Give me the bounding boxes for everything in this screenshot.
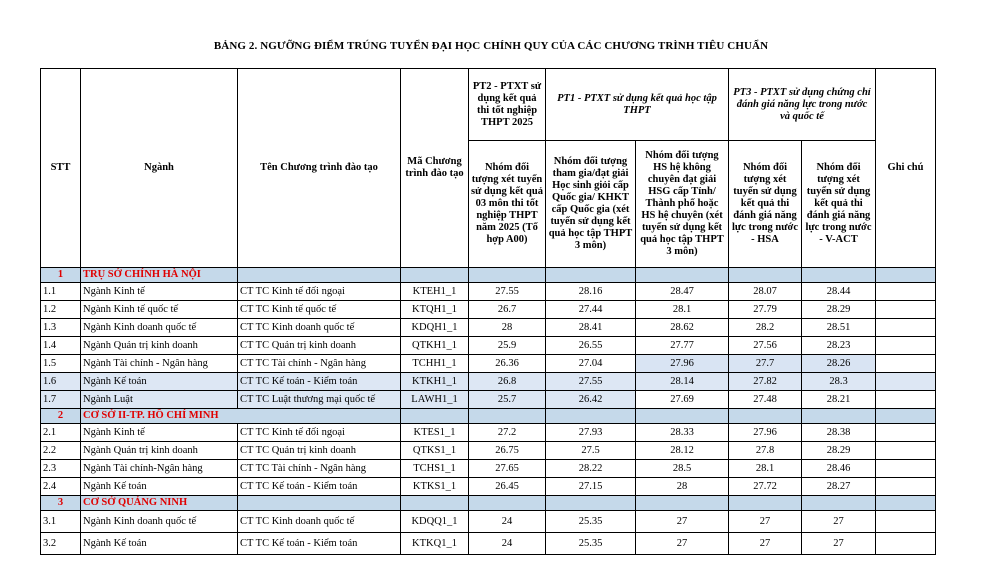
- cell-program-name: CT TC Tài chính - Ngân hàng: [238, 460, 401, 478]
- cell-vact: 28.38: [802, 424, 876, 442]
- cell-pt1-provincial: 28.14: [636, 373, 729, 391]
- cell-stt: 1.3: [41, 319, 81, 337]
- cell-vact: 28.29: [802, 301, 876, 319]
- cell-stt: 1.6: [41, 373, 81, 391]
- cell-notes: [876, 478, 936, 496]
- cell-nganh: Ngành Kinh doanh quốc tế: [81, 511, 238, 533]
- cell-stt: 2.1: [41, 424, 81, 442]
- cell-pt1-provincial: 28: [636, 478, 729, 496]
- cell-pt1-provincial: 28.12: [636, 442, 729, 460]
- cell-pt1-national: 27.04: [546, 355, 636, 373]
- cell-pt1-provincial: 27.96: [636, 355, 729, 373]
- cell-stt: 2.4: [41, 478, 81, 496]
- subheader-pt1-provincial: Nhóm đối tượng HS hệ không chuyên đạt giải HSG cấp Tỉnh/ Thành phố hoặc HS hệ chuyên (xét tuyển sử dụng kết quả học tập THPT 3 môn): [636, 141, 729, 268]
- header-pt1: PT1 - PTXT sử dụng kết quả học tập THPT: [546, 69, 729, 141]
- section-row: [41, 496, 936, 511]
- cell-pt2: 26.36: [469, 355, 546, 373]
- cell-nganh: Ngành Quản trị kinh doanh: [81, 442, 238, 460]
- table-row: [41, 424, 936, 442]
- cell-pt1-provincial: 28.62: [636, 319, 729, 337]
- cell-pt1-national: 27.93: [546, 424, 636, 442]
- cell-pt1-provincial: 27: [636, 511, 729, 533]
- cell-hsa: 27.7: [729, 355, 802, 373]
- cell-pt1-national: 28.16: [546, 283, 636, 301]
- section-number: 2: [41, 409, 81, 424]
- cell-nganh: Ngành Kinh tế quốc tế: [81, 301, 238, 319]
- cell-nganh: Ngành Kinh doanh quốc tế: [81, 319, 238, 337]
- cell-vact: 27: [802, 511, 876, 533]
- table-row: [41, 442, 936, 460]
- subheader-pt3-vact: Nhóm đối tượng xét tuyển sử dụng kết quả thi đánh giá năng lực trong nước - V-ACT: [802, 141, 876, 268]
- cell-pt2: 25.7: [469, 391, 546, 409]
- cell-program-code: LAWH1_1: [401, 391, 469, 409]
- table-row: [41, 301, 936, 319]
- cell-nganh: Ngành Quản trị kinh doanh: [81, 337, 238, 355]
- cell-program-name: CT TC Luật thương mại quốc tế: [238, 391, 401, 409]
- table-title: BẢNG 2. NGƯỠNG ĐIỂM TRÚNG TUYỂN ĐẠI HỌC CHÍNH QUY CỦA CÁC CHƯƠNG TRÌNH TIÊU CHUẨN: [213, 40, 769, 52]
- cell-pt1-provincial: 27: [636, 533, 729, 555]
- cell-hsa: 27.72: [729, 478, 802, 496]
- cell-nganh: Ngành Kế toán: [81, 533, 238, 555]
- cell-pt1-national: 27.5: [546, 442, 636, 460]
- header-pt2: PT2 - PTXT sử dụng kết quả thi tốt nghiệp THPT 2025: [469, 69, 546, 141]
- cell-program-code: KTES1_1: [401, 424, 469, 442]
- cell-pt1-provincial: 27.69: [636, 391, 729, 409]
- table-row: [41, 355, 936, 373]
- cell-pt1-provincial: 28.1: [636, 301, 729, 319]
- cell-stt: 1.1: [41, 283, 81, 301]
- cell-stt: 3.2: [41, 533, 81, 555]
- cell-pt1-provincial: 28.33: [636, 424, 729, 442]
- section-name: CƠ SỞ QUẢNG NINH: [81, 496, 238, 511]
- cell-stt: 1.5: [41, 355, 81, 373]
- table-row: [41, 319, 936, 337]
- section-name: TRỤ SỞ CHÍNH HÀ NỘI: [81, 268, 238, 283]
- cell-pt1-national: 26.42: [546, 391, 636, 409]
- cell-pt2: 25.9: [469, 337, 546, 355]
- cell-program-code: KDQQ1_1: [401, 511, 469, 533]
- cell-notes: [876, 424, 936, 442]
- cell-notes: [876, 355, 936, 373]
- cell-hsa: 27: [729, 533, 802, 555]
- header-program-name: Tên Chương trình đào tạo: [238, 69, 401, 268]
- cell-hsa: 27.8: [729, 442, 802, 460]
- header-program-code: Mã Chương trình đào tạo: [401, 69, 469, 268]
- section-number: 3: [41, 496, 81, 511]
- cell-nganh: Ngành Tài chính - Ngân hàng: [81, 355, 238, 373]
- cell-notes: [876, 460, 936, 478]
- cell-hsa: 27.48: [729, 391, 802, 409]
- cell-stt: 1.7: [41, 391, 81, 409]
- admission-score-table: [40, 68, 936, 555]
- cell-stt: 3.1: [41, 511, 81, 533]
- cell-nganh: Ngành Tài chính-Ngân hàng: [81, 460, 238, 478]
- cell-hsa: 27.56: [729, 337, 802, 355]
- section-number: 1: [41, 268, 81, 283]
- table-row: [41, 533, 936, 555]
- cell-nganh: Ngành Kế toán: [81, 478, 238, 496]
- cell-program-name: CT TC Tài chính - Ngân hàng: [238, 355, 401, 373]
- table-row: [41, 283, 936, 301]
- cell-hsa: 27: [729, 511, 802, 533]
- cell-vact: 28.21: [802, 391, 876, 409]
- cell-nganh: Ngành Kế toán: [81, 373, 238, 391]
- cell-program-code: KTKQ1_1: [401, 533, 469, 555]
- cell-program-code: KTQH1_1: [401, 301, 469, 319]
- cell-vact: 28.23: [802, 337, 876, 355]
- cell-pt2: 26.7: [469, 301, 546, 319]
- cell-vact: 28.26: [802, 355, 876, 373]
- header-pt3: PT3 - PTXT sử dụng chứng chỉ đánh giá năng lực trong nước và quốc tế: [729, 69, 876, 141]
- cell-program-name: CT TC Kinh tế đối ngoại: [238, 283, 401, 301]
- cell-hsa: 27.82: [729, 373, 802, 391]
- cell-vact: 28.29: [802, 442, 876, 460]
- cell-program-code: KDQH1_1: [401, 319, 469, 337]
- cell-program-name: CT TC Kế toán - Kiểm toán: [238, 478, 401, 496]
- cell-program-code: QTKH1_1: [401, 337, 469, 355]
- cell-pt1-national: 25.35: [546, 511, 636, 533]
- subheader-pt2: Nhóm đối tượng xét tuyển sử dụng kết quả 03 môn thi tốt nghiệp THPT năm 2025 (Tổ hợp A00): [469, 141, 546, 268]
- cell-pt1-national: 27.44: [546, 301, 636, 319]
- cell-notes: [876, 373, 936, 391]
- cell-program-code: KTKS1_1: [401, 478, 469, 496]
- cell-program-code: TCHH1_1: [401, 355, 469, 373]
- cell-notes: [876, 283, 936, 301]
- cell-program-name: CT TC Kinh doanh quốc tế: [238, 511, 401, 533]
- cell-stt: 1.4: [41, 337, 81, 355]
- cell-pt2: 26.8: [469, 373, 546, 391]
- cell-program-name: CT TC Kế toán - Kiểm toán: [238, 373, 401, 391]
- cell-stt: 1.2: [41, 301, 81, 319]
- cell-pt2: 27.2: [469, 424, 546, 442]
- cell-pt1-national: 27.15: [546, 478, 636, 496]
- cell-program-name: CT TC Quản trị kinh doanh: [238, 337, 401, 355]
- cell-stt: 2.2: [41, 442, 81, 460]
- cell-hsa: 27.96: [729, 424, 802, 442]
- cell-pt1-national: 25.35: [546, 533, 636, 555]
- cell-program-code: KTEH1_1: [401, 283, 469, 301]
- cell-pt1-provincial: 28.5: [636, 460, 729, 478]
- cell-hsa: 28.07: [729, 283, 802, 301]
- cell-vact: 28.3: [802, 373, 876, 391]
- cell-notes: [876, 533, 936, 555]
- cell-nganh: Ngành Luật: [81, 391, 238, 409]
- cell-hsa: 28.2: [729, 319, 802, 337]
- table-row: [41, 511, 936, 533]
- cell-nganh: Ngành Kinh tế: [81, 424, 238, 442]
- cell-pt2: 27.55: [469, 283, 546, 301]
- cell-notes: [876, 442, 936, 460]
- cell-pt2: 24: [469, 533, 546, 555]
- header-notes: Ghi chú: [876, 69, 936, 268]
- cell-program-name: CT TC Quản trị kinh doanh: [238, 442, 401, 460]
- cell-program-name: CT TC Kế toán - Kiểm toán: [238, 533, 401, 555]
- cell-hsa: 27.79: [729, 301, 802, 319]
- cell-pt2: 26.75: [469, 442, 546, 460]
- subheader-pt3-hsa: Nhóm đối tượng xét tuyển sử dụng kết quả thi đánh giá năng lực trong nước - HSA: [729, 141, 802, 268]
- cell-program-code: QTKS1_1: [401, 442, 469, 460]
- cell-nganh: Ngành Kinh tế: [81, 283, 238, 301]
- table-row: [41, 460, 936, 478]
- cell-vact: 28.51: [802, 319, 876, 337]
- table-row: [41, 337, 936, 355]
- cell-vact: 28.44: [802, 283, 876, 301]
- table-row: [41, 478, 936, 496]
- cell-stt: 2.3: [41, 460, 81, 478]
- cell-notes: [876, 337, 936, 355]
- cell-pt2: 24: [469, 511, 546, 533]
- cell-pt1-national: 26.55: [546, 337, 636, 355]
- table-row: [41, 391, 936, 409]
- table-row: [41, 373, 936, 391]
- header-nganh: Ngành: [81, 69, 238, 268]
- cell-notes: [876, 391, 936, 409]
- cell-program-name: CT TC Kinh doanh quốc tế: [238, 319, 401, 337]
- header-stt: STT: [41, 69, 81, 268]
- cell-program-name: CT TC Kinh tế đối ngoại: [238, 424, 401, 442]
- cell-pt2: 26.45: [469, 478, 546, 496]
- cell-pt1-national: 28.22: [546, 460, 636, 478]
- cell-pt1-provincial: 27.77: [636, 337, 729, 355]
- cell-vact: 27: [802, 533, 876, 555]
- section-row: [41, 268, 936, 283]
- cell-notes: [876, 301, 936, 319]
- cell-program-code: TCHS1_1: [401, 460, 469, 478]
- cell-pt2: 28: [469, 319, 546, 337]
- subheader-pt1-national: Nhóm đối tượng tham gia/đạt giải Học sinh giỏi cấp Quốc gia/ KHKT cấp Quốc gia (xét tuyển sử dụng kết quả học tập THPT 3 môn): [546, 141, 636, 268]
- cell-notes: [876, 511, 936, 533]
- section-name: CƠ SỞ II-TP. HỒ CHÍ MINH: [81, 409, 401, 424]
- cell-hsa: 28.1: [729, 460, 802, 478]
- cell-program-code: KTKH1_1: [401, 373, 469, 391]
- cell-vact: 28.27: [802, 478, 876, 496]
- cell-vact: 28.46: [802, 460, 876, 478]
- section-row: [41, 409, 936, 424]
- cell-pt1-provincial: 28.47: [636, 283, 729, 301]
- cell-notes: [876, 319, 936, 337]
- cell-program-name: CT TC Kinh tế quốc tế: [238, 301, 401, 319]
- cell-pt1-national: 27.55: [546, 373, 636, 391]
- cell-pt1-national: 28.41: [546, 319, 636, 337]
- cell-pt2: 27.65: [469, 460, 546, 478]
